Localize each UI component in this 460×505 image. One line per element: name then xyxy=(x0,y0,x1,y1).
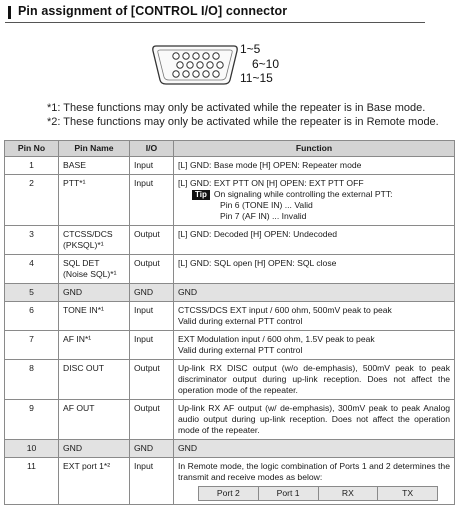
pin-number: 6 xyxy=(5,302,59,331)
tip-badge: Tip xyxy=(192,190,210,200)
pin-number: 8 xyxy=(5,360,59,400)
pin-function xyxy=(174,175,455,226)
table-header-row xyxy=(5,141,455,157)
function-text: EXT Modulation input / 600 ohm, 1.5V peak to peak xyxy=(178,334,375,344)
pin-function xyxy=(174,302,455,331)
pin-name: PTT*¹ xyxy=(59,175,130,226)
function-text: [L] GND: Base mode [H] OPEN: Repeater mode xyxy=(178,160,362,170)
port-header: Port 1 xyxy=(258,487,318,501)
pin-number: 7 xyxy=(5,331,59,360)
pin-io: Output xyxy=(130,255,174,284)
table-row xyxy=(5,360,455,400)
port-header: Port 2 xyxy=(199,487,259,501)
function-text: [L] GND: Decoded [H] OPEN: Undecoded xyxy=(178,229,338,239)
pin-number: 2 xyxy=(5,175,59,226)
pin-name: TONE IN*¹ xyxy=(59,302,130,331)
db15-connector-diagram xyxy=(150,42,240,88)
pin-range-row1: 1~5 xyxy=(240,42,261,56)
header-pin-no: Pin No xyxy=(5,141,59,157)
footnote-remote-mode: *2: These functions may only be activated while the repeater is in Remote mode. xyxy=(47,116,439,128)
table-row xyxy=(5,284,455,302)
pin-number: 11 xyxy=(5,458,59,505)
tip-detail: Pin 6 (TONE IN) ... Valid xyxy=(220,200,313,210)
tip-text: On signaling while controlling the external PTT: xyxy=(213,189,393,199)
port-logic-header xyxy=(199,487,438,501)
pin-name xyxy=(59,226,130,255)
table-row xyxy=(5,175,455,226)
pin-name xyxy=(59,255,130,284)
pin-name-line: (Noise SQL)*¹ xyxy=(63,269,117,279)
pin-io: Input xyxy=(130,175,174,226)
pin-number: 1 xyxy=(5,157,59,175)
function-text: [L] GND: EXT PTT ON [H] OPEN: EXT PTT OFF xyxy=(178,178,364,188)
pin-function: GND xyxy=(174,440,455,458)
port-header: RX xyxy=(318,487,378,501)
pin-name: AF IN*¹ xyxy=(59,331,130,360)
pin-io: Output xyxy=(130,360,174,400)
port-logic-table xyxy=(198,486,438,501)
pin-function xyxy=(174,255,455,284)
table-row xyxy=(5,440,455,458)
port-header: TX xyxy=(378,487,438,501)
pin-io: Input xyxy=(130,331,174,360)
pin-name: DISC OUT xyxy=(59,360,130,400)
function-text: Valid during external PTT control xyxy=(178,345,303,355)
pin-name-line: CTCSS/DCS xyxy=(63,229,113,239)
pin-function xyxy=(174,400,455,440)
pin-name-line: (PKSQL)*¹ xyxy=(63,240,104,250)
section-title: Pin assignment of [CONTROL I/O] connector xyxy=(18,4,288,18)
header-pin-name: Pin Name xyxy=(59,141,130,157)
heading-bar xyxy=(8,6,11,19)
pin-function xyxy=(174,226,455,255)
pin-function xyxy=(174,331,455,360)
function-text: CTCSS/DCS EXT input / 600 ohm, 500mV peak to peak xyxy=(178,305,392,315)
header-io: I/O xyxy=(130,141,174,157)
pin-io: GND xyxy=(130,440,174,458)
pin-io: Input xyxy=(130,157,174,175)
pin-name: GND xyxy=(59,440,130,458)
pin-function xyxy=(174,157,455,175)
pin-assignment-table xyxy=(4,140,455,505)
pin-io: Input xyxy=(130,458,174,505)
pin-io: Output xyxy=(130,400,174,440)
pin-name: EXT port 1*² xyxy=(59,458,130,505)
pin-name-line: SQL DET xyxy=(63,258,100,268)
pin-number: 10 xyxy=(5,440,59,458)
pin-function: GND xyxy=(174,284,455,302)
table-row xyxy=(5,255,455,284)
table-row xyxy=(5,157,455,175)
tip-line xyxy=(178,189,450,200)
pin-io: Output xyxy=(130,226,174,255)
pin-name: AF OUT xyxy=(59,400,130,440)
header-function: Function xyxy=(174,141,455,157)
pin-io: GND xyxy=(130,284,174,302)
table-row xyxy=(5,302,455,331)
function-text: Valid during external PTT control xyxy=(178,316,303,326)
pin-number: 5 xyxy=(5,284,59,302)
footnote-base-mode: *1: These functions may only be activated while the repeater is in Base mode. xyxy=(47,102,426,114)
function-text: In Remote mode, the logic combination of Ports 1 and 2 determines the transmit and receive modes as below: xyxy=(178,461,450,482)
pin-range-row2: 6~10 xyxy=(252,57,280,71)
pin-number: 4 xyxy=(5,255,59,284)
pin-number: 9 xyxy=(5,400,59,440)
pin-number: 3 xyxy=(5,226,59,255)
table-row xyxy=(5,400,455,440)
pin-range-row3: 11~15 xyxy=(240,71,273,85)
tip-detail: Pin 7 (AF IN) ... Invalid xyxy=(220,211,307,221)
pin-name: GND xyxy=(59,284,130,302)
function-text: [L] GND: SQL open [H] OPEN: SQL close xyxy=(178,258,337,268)
table-row xyxy=(5,226,455,255)
section-heading xyxy=(5,4,425,23)
pin-name: BASE xyxy=(59,157,130,175)
pin-io: Input xyxy=(130,302,174,331)
function-text: Up-link RX DISC output (w/o de-emphasis), 500mV peak to peak discriminator output during up-link reception. Does not affect the operation mode of the repeater. xyxy=(178,363,450,395)
function-text: Up-link RX AF output (w/ de-emphasis), 300mV peak to peak Analog audio output during up-link reception. Does not affect the operation mode of the repeater. xyxy=(178,403,450,435)
pin-function xyxy=(174,360,455,400)
table-row xyxy=(5,331,455,360)
